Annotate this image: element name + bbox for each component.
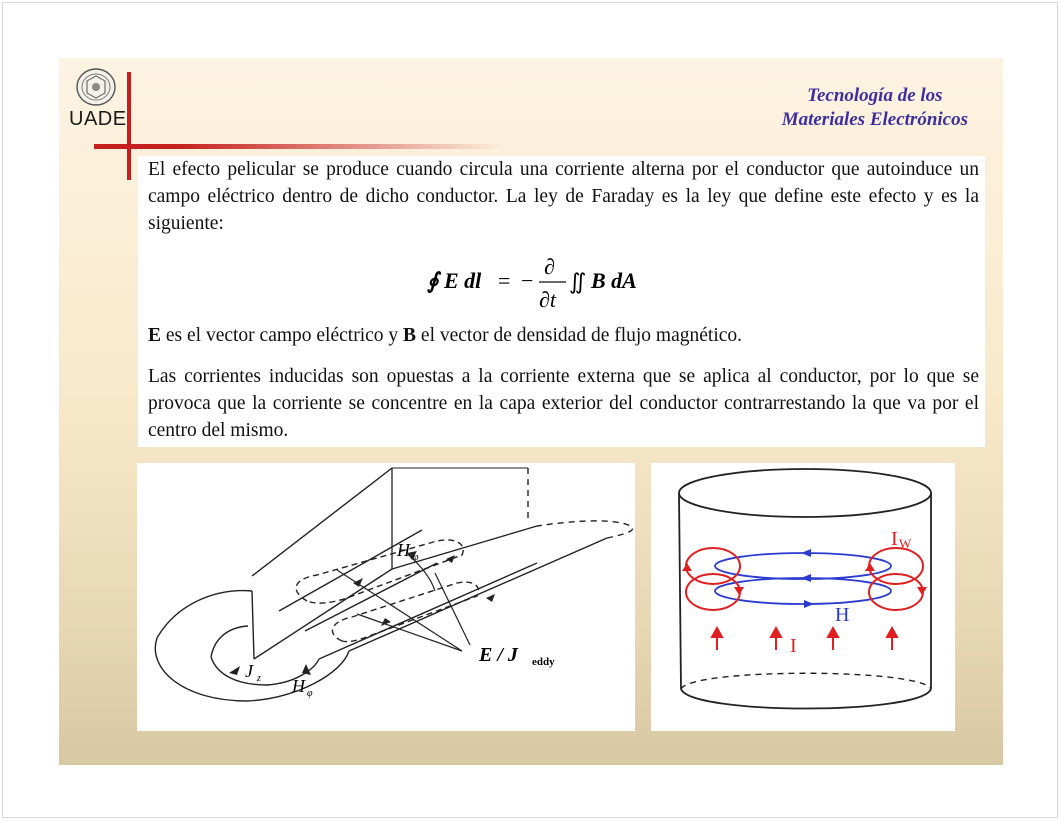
label-iw-sub: W [899, 536, 912, 551]
definition-text-1: es el vector campo eléctrico y [161, 325, 404, 346]
conductor-diagram [137, 463, 635, 731]
definition-text-2: el vector de densidad de flujo magnético. [416, 325, 743, 346]
label-h: H [835, 604, 850, 626]
course-title [782, 84, 968, 132]
red-horizontal-rule [94, 144, 506, 149]
red-vertical-rule [127, 72, 131, 180]
paragraph-definitions [148, 322, 979, 349]
label-h-top: H [397, 540, 410, 560]
label-iw: I [891, 528, 898, 550]
equation-equals: = [498, 268, 511, 293]
equation-numerator: ∂ [544, 254, 555, 279]
equation-rhs: B dA [591, 268, 637, 293]
uade-seal-icon [72, 67, 120, 107]
faraday-equation [138, 252, 985, 314]
equation-minus: − [521, 268, 534, 293]
paragraph-explanation: Las corrientes inducidas son opuestas a la corriente externa que se aplica al conductor, por lo que se provoca que la corriente se concentre en la capa exterior del conductor contrarrestando la que va por el centro del mismo. [148, 366, 979, 441]
label-h-top-sub: φ [413, 552, 419, 563]
label-jz: J [245, 661, 253, 681]
label-h-bottom: H [292, 676, 305, 696]
course-title-line2: Materiales Electrónicos [781, 109, 968, 130]
logo-text: UADE [69, 108, 127, 130]
label-i: I [790, 635, 797, 657]
course-title-line1: Tecnología de los [807, 85, 943, 106]
equation-integral: ∬ [569, 269, 587, 294]
symbol-e: E [148, 325, 162, 346]
paragraph-intro: El efecto pelicular se produce cuando circula una corriente alterna por el conductor que autoinduce un campo eléctrico dentro de dicho conductor. La ley de Faraday es la ley que define este efecto y es la siguiente: [148, 159, 979, 234]
content-textbox [138, 156, 985, 447]
cylinder-diagram [651, 463, 955, 731]
label-h-bottom-sub: φ [307, 688, 313, 699]
equation-denominator: ∂t [539, 287, 556, 312]
equation-lhs: ∮ E dl [427, 268, 482, 293]
symbol-b: B [403, 325, 417, 346]
label-e-j: E / J [479, 644, 518, 666]
label-eddy-sub: eddy [532, 656, 555, 668]
label-jz-sub: z [257, 673, 261, 684]
